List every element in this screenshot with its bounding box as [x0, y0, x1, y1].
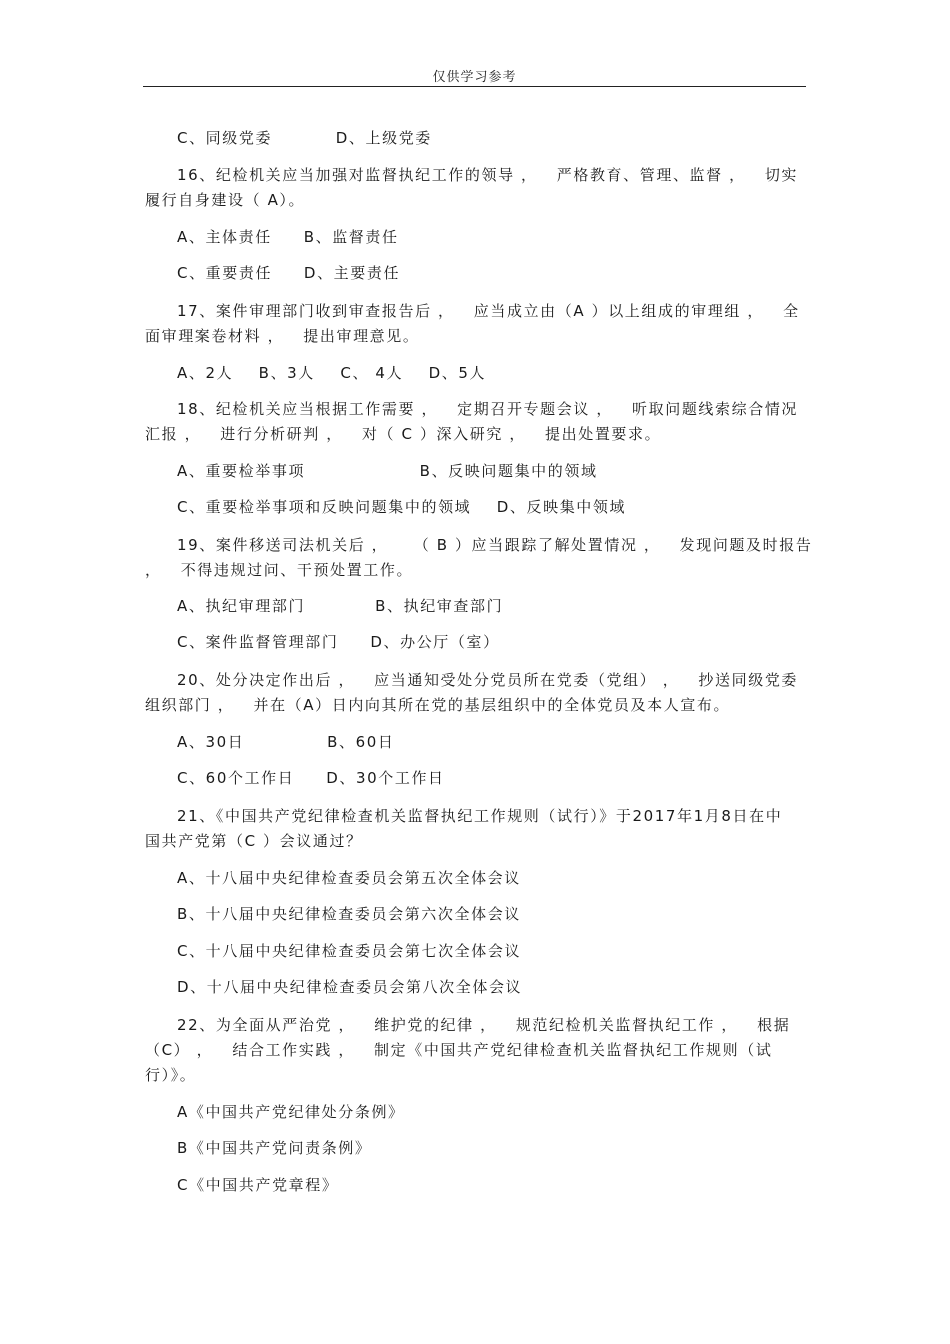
option-line: A、30日 B、60日 — [177, 733, 395, 751]
question-line: 21、《中国共产党纪律检查机关监督执纪工作规则（试行）》于2017年1月8日在中 — [177, 807, 783, 825]
question-line: 16、纪检机关应当加强对监督执纪工作的领导 ， 严格教育、管理、监督 ， 切实 — [177, 166, 799, 184]
question-line: 面审理案卷材料 ， 提出审理意见。 — [145, 327, 420, 345]
question-line: 国共产党第（C ）会议通过？ — [145, 832, 363, 850]
question-line: 20、处分决定作出后 ， 应当通知受处分党员所在党委（党组） ， 抄送同级党委 — [177, 671, 799, 689]
question-line: 组织部门 ， 并在（A）日内向其所在党的基层组织中的全体党员及本人宣布。 — [145, 696, 731, 714]
question-line: 履行自身建设（ A）。 — [145, 191, 306, 209]
question-line: 行）》。 — [145, 1066, 197, 1084]
option-line: A、重要检举事项 B、反映问题集中的领域 — [177, 462, 598, 480]
option-line: B、十八届中央纪律检查委员会第六次全体会议 — [177, 905, 521, 923]
page-header — [143, 66, 806, 87]
option-line: A、主体责任 B、监督责任 — [177, 228, 399, 246]
option-line: C、重要检举事项和反映问题集中的领域 D、反映集中领域 — [177, 498, 627, 516]
question-line: ， 不得违规过问、干预处置工作。 — [145, 561, 414, 579]
option-line: A《中国共产党纪律处分条例》 — [177, 1103, 405, 1121]
option-line: C、同级党委 D、上级党委 — [177, 129, 432, 147]
option-line: A、执纪审理部门 B、执纪审查部门 — [177, 597, 504, 615]
header-title: 仅供学习参考 — [432, 70, 517, 85]
option-line: C《中国共产党章程》 — [177, 1176, 339, 1194]
option-line: C、十八届中央纪律检查委员会第七次全体会议 — [177, 942, 522, 960]
question-line: 19、案件移送司法机关后 ， （ B ）应当跟踪了解处置情况 ， 发现问题及时报告 — [177, 536, 813, 554]
option-line: C、案件监督管理部门 D、办公厅（室） — [177, 633, 500, 651]
question-line: 17、案件审理部门收到审查报告后 ， 应当成立由（A ）以上组成的审理组 ， 全 — [177, 302, 800, 320]
question-line: （C） ， 结合工作实践 ， 制定《中国共产党纪律检查机关监督执纪工作规则（试 — [145, 1041, 773, 1059]
option-line: C、60个工作日 D、30个工作日 — [177, 769, 445, 787]
option-line: A、2人 B、3人 C、 4人 D、5人 — [177, 364, 487, 382]
option-line: B《中国共产党问责条例》 — [177, 1139, 372, 1157]
option-line: A、十八届中央纪律检查委员会第五次全体会议 — [177, 869, 521, 887]
option-line: D、十八届中央纪律检查委员会第八次全体会议 — [177, 978, 523, 996]
question-line: 汇报 ， 进行分析研判 ， 对（ C ）深入研究 ， 提出处置要求。 — [145, 425, 662, 443]
question-line: 22、为全面从严治党 ， 维护党的纪律 ， 规范纪检机关监督执纪工作 ， 根据 — [177, 1016, 791, 1034]
question-line: 18、纪检机关应当根据工作需要 ， 定期召开专题会议 ， 听取问题线索综合情况 — [177, 400, 799, 418]
option-line: C、重要责任 D、主要责任 — [177, 264, 401, 282]
